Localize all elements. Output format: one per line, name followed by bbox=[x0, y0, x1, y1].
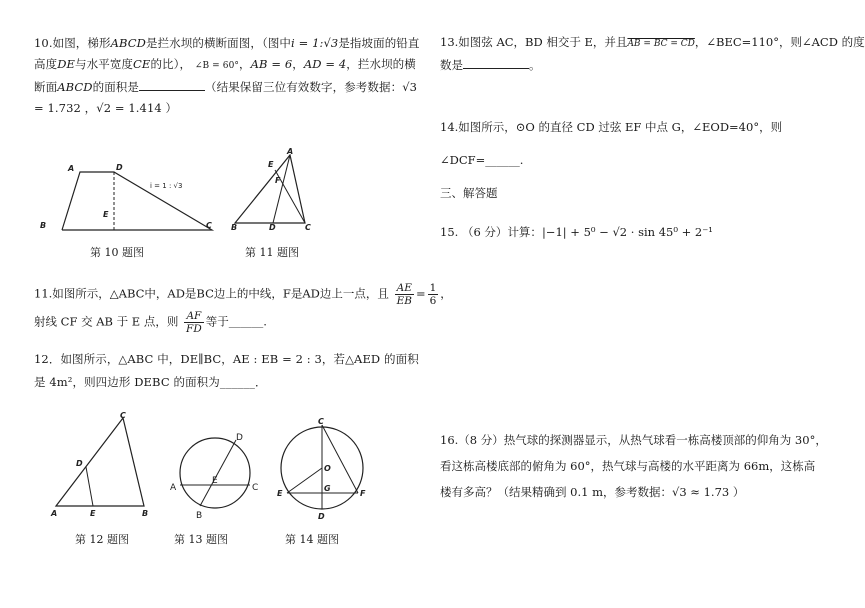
question-14-line-1 bbox=[440, 118, 782, 136]
q12-number: 12． bbox=[34, 352, 61, 366]
fig14-label-g: G bbox=[324, 484, 331, 493]
q10-text-4: 与水平宽度 bbox=[75, 57, 134, 71]
figure-13-caption: 第 13 题图 bbox=[174, 533, 228, 546]
fig12-label-e: E bbox=[90, 509, 96, 518]
question-11-line-1: 11.如图所示，△ABC中，AD是BC边上的中线，F是AD边上一点，且 $\frac{AE}{EB}$ = $\frac{1}{6}$ ， bbox=[34, 282, 452, 307]
q11-fraction-1-6 bbox=[428, 282, 439, 307]
question-16-line-3 bbox=[440, 483, 744, 501]
fig12-label-b: B bbox=[142, 509, 149, 518]
q16-number: 16. bbox=[440, 433, 459, 447]
q10-text-1: 如图，梯形 bbox=[52, 36, 111, 50]
fig10-label-d: D bbox=[116, 163, 123, 172]
fig14-label-d: D bbox=[318, 512, 325, 521]
question-15 bbox=[440, 223, 713, 241]
fig14-label-e: E bbox=[277, 489, 283, 498]
fig11-label-e: E bbox=[268, 160, 274, 169]
question-11-line-2: 射线 CF 交 AB 于 E 点，则 $\frac{AF}{FD}$ 等于______. bbox=[34, 310, 267, 335]
q16-text-1: 热气球的探测器显示，从热气球看一栋高楼顶部的仰角为 30°， bbox=[503, 433, 827, 447]
q11-frac2-den: 6 bbox=[429, 295, 437, 307]
fig14-label-f: F bbox=[360, 489, 366, 498]
figure-14-caption: 第 14 题图 bbox=[285, 533, 339, 546]
q15-score: （6 分） bbox=[461, 225, 508, 239]
q16-score: （8 分） bbox=[458, 433, 504, 447]
figure-11-caption: 第 11 题图 bbox=[245, 246, 299, 259]
q11-frac1-den: EB bbox=[396, 295, 412, 307]
fig13-label-c: C bbox=[252, 483, 259, 493]
figure-13-circle bbox=[170, 428, 260, 520]
q13-arcs: AB = BC = CD bbox=[627, 39, 695, 49]
q11-text-3: 等于 bbox=[205, 314, 229, 329]
fig12-label-c: C bbox=[120, 411, 126, 420]
q13-text-2: ，∠BEC=110°，则∠ACD 的度 bbox=[694, 35, 865, 49]
q10-text-7: 的面积是 bbox=[92, 80, 139, 94]
q10-text-3: 是指坡面的铅直高度 bbox=[34, 36, 420, 71]
figure-11-triangle bbox=[231, 147, 315, 232]
fig13-label-e: E bbox=[212, 476, 218, 486]
fig14-label-c: C bbox=[318, 417, 324, 426]
fig11-label-b: B bbox=[231, 223, 238, 232]
q11-eq: = bbox=[415, 286, 426, 301]
q10-slope: i = 1:√3 bbox=[291, 36, 339, 50]
q10-abcd: ABCD bbox=[110, 36, 146, 50]
question-13-line-2 bbox=[440, 56, 541, 74]
q13-text-4: 。 bbox=[529, 58, 541, 72]
fig11-label-f: F bbox=[275, 176, 281, 185]
q11-frac3-den: FD bbox=[186, 323, 202, 335]
q11-fraction-ae-eb bbox=[395, 282, 414, 307]
fig10-label-b: B bbox=[40, 221, 47, 230]
q10-de: DE bbox=[57, 57, 76, 71]
fig14-label-o: O bbox=[324, 464, 331, 473]
figure-14-circle bbox=[272, 416, 372, 522]
q10-ce: CE bbox=[133, 57, 151, 71]
question-14-line-2 bbox=[440, 151, 523, 169]
fig12-label-d: D bbox=[76, 459, 83, 468]
q13-number: 13. bbox=[440, 35, 459, 49]
question-16-line-1 bbox=[440, 431, 827, 449]
figure-12-triangle bbox=[48, 410, 158, 518]
q11-answer-blank[interactable]: ______ bbox=[228, 314, 264, 329]
q11-text-1: 如图所示，△ABC中，AD是BC边上的中线，F是AD边上一点，且 bbox=[52, 286, 389, 301]
fig13-label-b: B bbox=[196, 511, 203, 521]
q10-number: 10. bbox=[34, 36, 53, 50]
q13-answer-blank[interactable] bbox=[463, 56, 529, 69]
question-13-line-1 bbox=[440, 33, 865, 53]
fig10-label-c: C bbox=[206, 221, 212, 230]
q11-frac3-num: AF bbox=[184, 310, 204, 323]
fig13-label-d: D bbox=[236, 433, 243, 443]
figure-12-caption: 第 12 题图 bbox=[75, 533, 129, 546]
q10-answer-blank[interactable] bbox=[139, 78, 205, 91]
q10-text-8: （结果保留三位有效数字，参考数据： bbox=[205, 80, 403, 94]
q10-ref: √3 = 1.732 ，√2 = 1.414 ） bbox=[34, 80, 418, 115]
fig12-label-a: A bbox=[51, 509, 58, 518]
q16-text-3: 楼有多高？（结果精确到 0.1 m，参考数据：√3 ≈ 1.73 ） bbox=[440, 485, 745, 499]
figure-10-trapezoid bbox=[40, 160, 220, 235]
fig11-label-d: D bbox=[269, 223, 276, 232]
q11-frac2-num: 1 bbox=[429, 282, 437, 294]
q10-text-2: 是拦水坝的横断面图，（图中 bbox=[145, 36, 292, 50]
q15-expression: |−1| + 5⁰ − √2 · sin 45⁰ + 2⁻¹ bbox=[541, 225, 713, 239]
q15-text: 计算： bbox=[507, 225, 542, 239]
q11-text-2: 射线 CF 交 AB 于 E 点，则 bbox=[34, 314, 179, 329]
q16-text-2: 看这栋高楼底部的俯角为 60°，热气球与高楼的水平距离为 66m，这栋高 bbox=[440, 459, 816, 473]
q14-text-2: ∠DCF=______. bbox=[440, 153, 524, 167]
question-10: 10.如图，梯形ABCD是拦水坝的横断面图，（图中i = 1:√3是指坡面的铅直高度DE与水平宽度CE的比）， ∠B = 60°，AB = 6，AD = 4，拦水坝的横断面ABCD的面积是 （结果保留三位有效数字，参考数据：√3 = 1.732 ，√2 = 1.414 ） bbox=[34, 36, 420, 115]
q14-text-1: 如图所示，⊙O 的直径 CD 过弦 EF 中点 G，∠EOD=40°，则 bbox=[458, 120, 783, 134]
q10-ad: AD = 4 bbox=[303, 57, 347, 71]
q10-ab: AB = 6 bbox=[250, 57, 293, 71]
q10-angle: ∠B = 60° bbox=[194, 61, 240, 71]
figure-10-caption: 第 10 题图 bbox=[90, 246, 144, 259]
section-3-heading: 三、解答题 bbox=[440, 186, 498, 200]
q10-abcd-2: ABCD bbox=[57, 80, 93, 94]
fig11-label-a: A bbox=[287, 147, 294, 156]
q11-frac1-num: AE bbox=[395, 282, 414, 295]
q11-fraction-af-fd bbox=[184, 310, 204, 335]
q13-text-3: 数是 bbox=[440, 58, 463, 72]
question-16-line-2 bbox=[440, 457, 815, 475]
q11-number: 11. bbox=[34, 286, 53, 301]
q13-text-1: 如图弦 AC，BD 相交于 E，并且 bbox=[458, 35, 628, 49]
question-12 bbox=[34, 348, 424, 394]
q14-number: 14. bbox=[440, 120, 459, 134]
q12-text: 如图所示，△ABC 中，DE∥BC，AE : EB = 2 : 3，若△AED 的面积是 4m²，则四边形 DEBC 的面积为______． bbox=[34, 352, 419, 389]
q10-text-5: 的比）， bbox=[150, 57, 192, 71]
fig10-label-a: A bbox=[68, 164, 75, 173]
fig10-label-e: E bbox=[103, 210, 109, 219]
fig11-label-c: C bbox=[305, 223, 311, 232]
fig10-slope-label: i = 1 : √3 bbox=[150, 182, 183, 190]
q10-text-6: ，拦水坝的横断面 bbox=[34, 57, 416, 94]
q15-number: 15. bbox=[440, 225, 459, 239]
fig13-label-a: A bbox=[170, 483, 177, 493]
